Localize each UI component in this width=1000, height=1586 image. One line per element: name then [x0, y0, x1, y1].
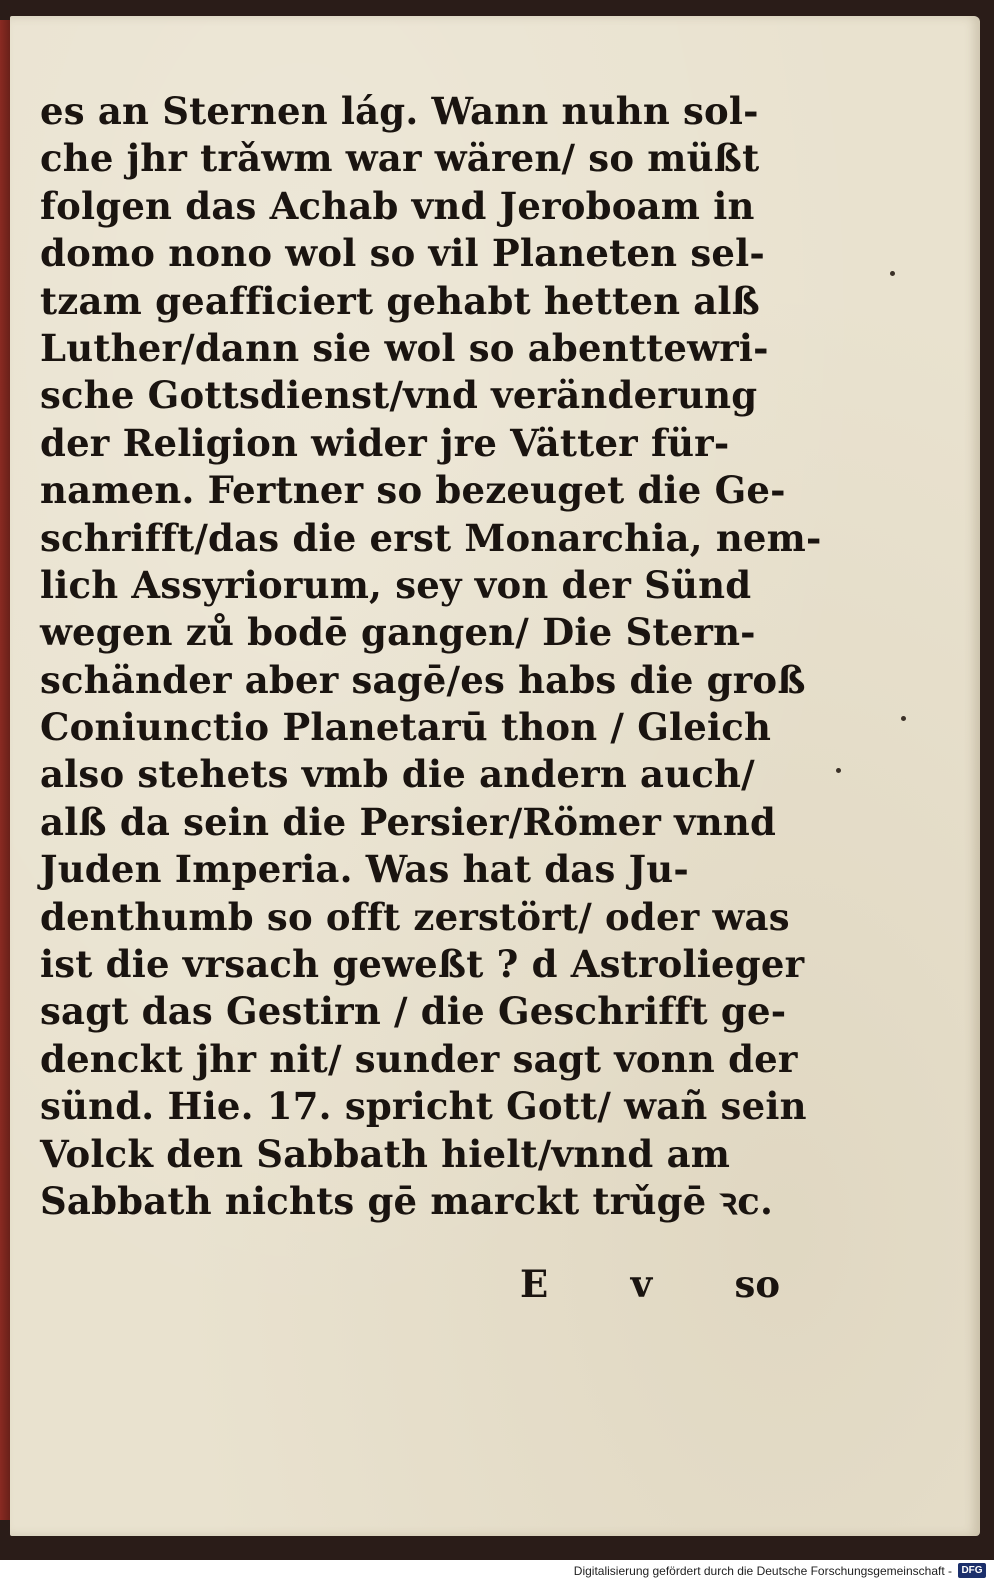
- text-line: Juden Imperia. Was hat das Ju-: [40, 847, 689, 892]
- text-line: lich Assyriorum, sey von der Sünd: [40, 562, 752, 607]
- body-text: [40, 88, 822, 1225]
- text-line: sagt das Gestirn / die Geschrifft ge-: [40, 989, 787, 1034]
- text-line: sünd. Hie. 17. spricht Gott/ wañ sein: [40, 1084, 807, 1129]
- text-line: Luther/dann sie wol so abenttewri-: [40, 325, 769, 370]
- signature-line: [520, 1262, 780, 1306]
- text-line: Coniunctio Planetarū thon / Gleich: [40, 705, 772, 750]
- text-line: wegen zů bodē gangen/ Die Stern-: [40, 610, 756, 655]
- signature-mark: E: [520, 1262, 549, 1306]
- ink-speck: [836, 768, 841, 773]
- text-line: der Religion wider jre Vätter für-: [40, 420, 730, 465]
- text-line: denckt jhr nit/ sunder sagt vonn der: [40, 1036, 798, 1081]
- ink-speck: [890, 271, 895, 276]
- text-line: alß da sein die Persier/Römer vnnd: [40, 799, 777, 844]
- text-line: che jhr trǎwm war wären/ so müßt: [40, 136, 760, 181]
- text-line: also stehets vmb die andern auch/: [40, 752, 755, 797]
- text-line: domo nono wol so vil Planeten sel-: [40, 231, 765, 276]
- ink-speck: [901, 716, 906, 721]
- text-line: Sabbath nichts gē marckt trǔgē ꝛc.: [40, 1178, 774, 1223]
- dfg-logo: DFG: [958, 1563, 986, 1578]
- text-line: es an Sternen lág. Wann nuhn sol-: [40, 89, 759, 133]
- text-line: tzam geafficiert gehabt hetten alß: [40, 278, 760, 323]
- text-line: folgen das Achab vnd Jeroboam in: [40, 183, 755, 228]
- text-line: ist die vrsach geweßt ? d Astrolieger: [40, 942, 805, 987]
- funding-credit: Digitalisierung gefördert durch die Deutsche Forschungsgemeinschaft -: [573, 1564, 952, 1578]
- signature-number: v: [630, 1262, 653, 1306]
- text-line: sche Gottsdienst/vnd veränderung: [40, 373, 758, 418]
- footer-bar: [0, 1560, 1000, 1586]
- text-line: namen. Fertner so bezeuget die Ge-: [40, 468, 786, 513]
- text-line: denthumb so offt zerstört/ oder was: [40, 894, 790, 939]
- text-line: schänder aber sagē/es habs die groß: [40, 657, 806, 702]
- catchword: so: [734, 1262, 780, 1306]
- text-line: Volck den Sabbath hielt/vnnd am: [40, 1131, 731, 1176]
- text-line: schrifft/das die erst Monarchia, nem-: [40, 515, 822, 560]
